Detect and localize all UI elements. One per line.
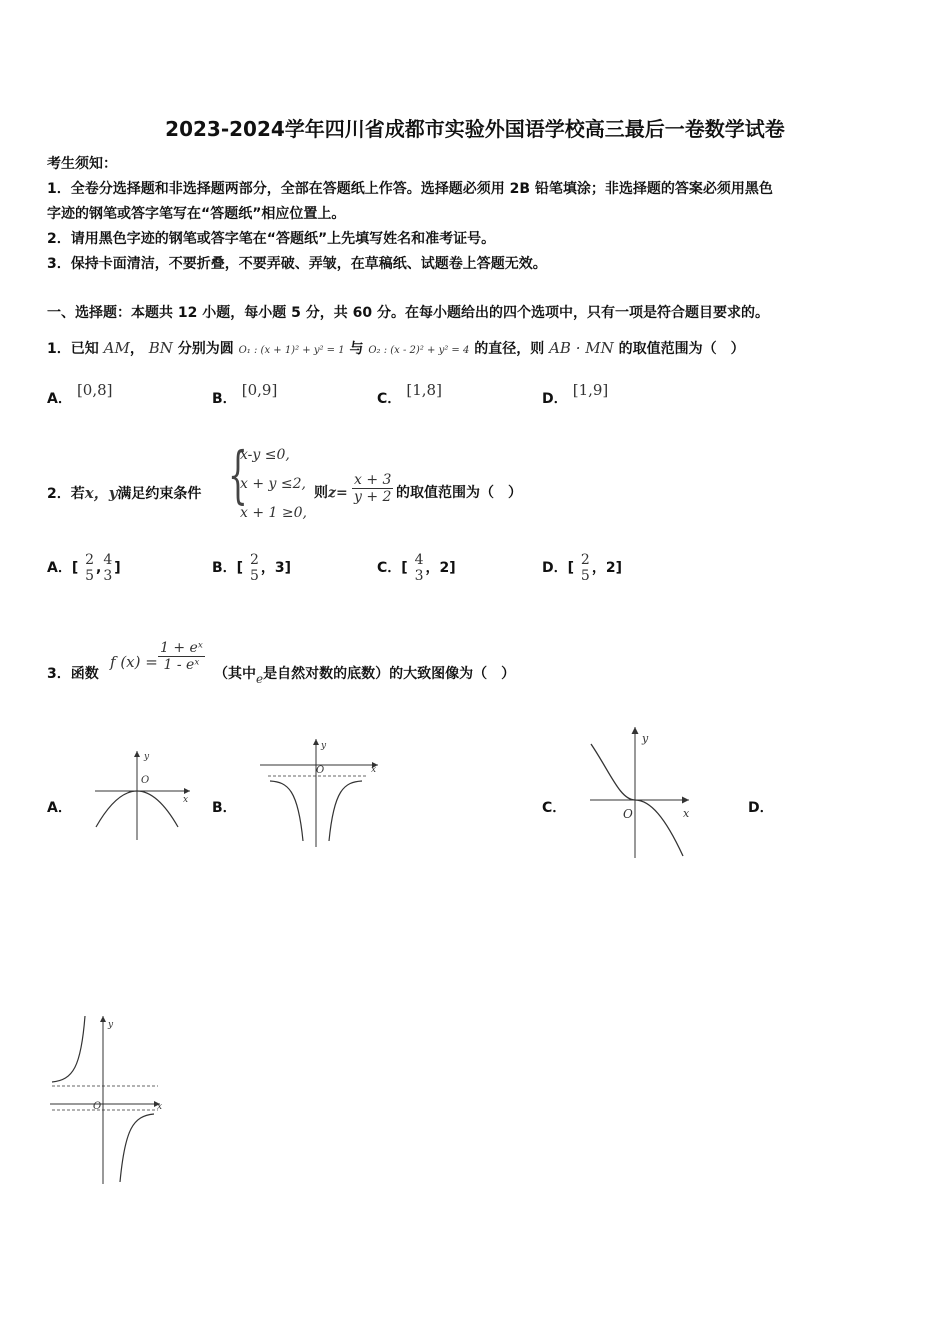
graph-d[interactable] [48,1012,173,1187]
q2-option-a[interactable]: A．[ 2 5 , 4 3 ] [47,552,121,584]
x-axis-arrow-icon [184,788,190,794]
x-label: x [683,807,690,820]
q3-option-d-label[interactable]: D． [748,800,774,816]
constraint-1: x-y ≤0, [240,447,290,463]
question-2-lead: 2．若x，y满足约束条件 [47,484,202,502]
x-label: x [183,795,189,805]
question-3-lead: 3．函数 [47,666,99,682]
q3-option-c-label[interactable]: C． [542,800,567,816]
q2-option-b[interactable]: B．[ 2 5 ，3] [212,552,292,584]
section-heading: 一、选择题：本题共 12 小题，每小题 5 分，共 60 分。在每小题给出的四个选项中，只有一项是符合题目要求的。 [47,305,769,321]
graph-a[interactable] [90,745,200,845]
x-label: x [157,1102,163,1112]
q1-option-d[interactable]: D． [1,9] [542,381,609,407]
q2-option-c[interactable]: C．[ 4 3 ，2] [377,552,456,584]
question-1: 1．已知 AM， BN 分别为圆 O₁ : (x + 1)² + y² = 1 与 O₂ : (x - 2)² + y² = 4 的直径，则 AB · MN 的取值范围为（ ） [47,339,745,357]
curve-left [270,781,303,841]
notice-heading: 考生须知： [47,156,117,172]
graph-b[interactable] [258,735,383,850]
x-label: x [371,765,377,775]
origin-label: O [623,807,633,821]
vector-am: AM [103,339,130,357]
function-fraction: $\frac{\text{1 + eˣ}}{\text{1 - eˣ}}$ [160,640,203,673]
vector-bn: BN [148,339,173,357]
page-title: 2023-2024学年四川省成都市实验外国语学校高三最后一卷数学试卷 [165,117,785,141]
origin-label: O [141,775,150,786]
q1-option-a[interactable]: A． [0,8] [47,381,113,407]
z-fraction: $\frac{x + 3}{y + 2}$ [354,472,392,505]
curve-right [120,1114,154,1182]
question-3-mid: （其中e是自然对数的底数）的大致图像为（ ） [214,666,516,686]
q3-option-a-label[interactable]: A． [47,800,72,816]
y-axis-arrow-icon [134,751,140,757]
y-axis-arrow-icon [313,739,319,745]
y-label: y [642,732,649,745]
y-axis-arrow-icon [632,727,639,734]
notice-line-2: 2．请用黑色字迹的钢笔或答字笔在“答题纸”上先填写姓名和准考证号。 [47,231,496,247]
y-axis-arrow-icon [100,1016,106,1022]
x-axis-arrow-icon [682,797,689,804]
y-label: y [144,752,150,762]
origin-label: O [316,765,325,776]
notice-line-1: 1．全卷分选择题和非选择题两部分，全部在答题纸上作答。选择题必须用 2B 铅笔填涂；非选择题的答案必须用黑色 [47,181,773,197]
notice-line-3: 3．保持卡面清洁，不要折叠，不要弄破、弄皱，在草稿纸、试题卷上答题无效。 [47,256,547,272]
circle-o2: O₂ : (x - 2)² + y² = 4 [368,345,470,356]
graph-c[interactable] [585,722,695,862]
constraint-3: x + 1 ≥0, [240,505,307,521]
dot-product: AB · MN [549,339,614,357]
function-name: f (x) = [110,653,158,671]
question-2-z: 则z= [314,485,348,501]
circle-o1: O₁ : (x + 1)² + y² = 1 [238,345,345,356]
q1-option-c[interactable]: C． [1,8] [377,381,442,407]
curve-right [329,781,362,841]
notice-line-1b: 字迹的钢笔或答字笔写在“答题纸”相应位置上。 [47,206,346,222]
constraint-2: x + y ≤2, [240,476,306,492]
y-label: y [108,1020,114,1030]
q1-option-b[interactable]: B． [0,9] [212,381,278,407]
origin-label: O [93,1101,102,1112]
y-label: y [321,741,327,751]
q2-option-d[interactable]: D．[ 2 5 ，2] [542,552,622,584]
constraint-brace: { [228,438,248,511]
question-2-tail: 的取值范围为（ ） [396,485,522,501]
curve-left [52,1016,85,1082]
q3-option-b-label[interactable]: B． [212,800,237,816]
